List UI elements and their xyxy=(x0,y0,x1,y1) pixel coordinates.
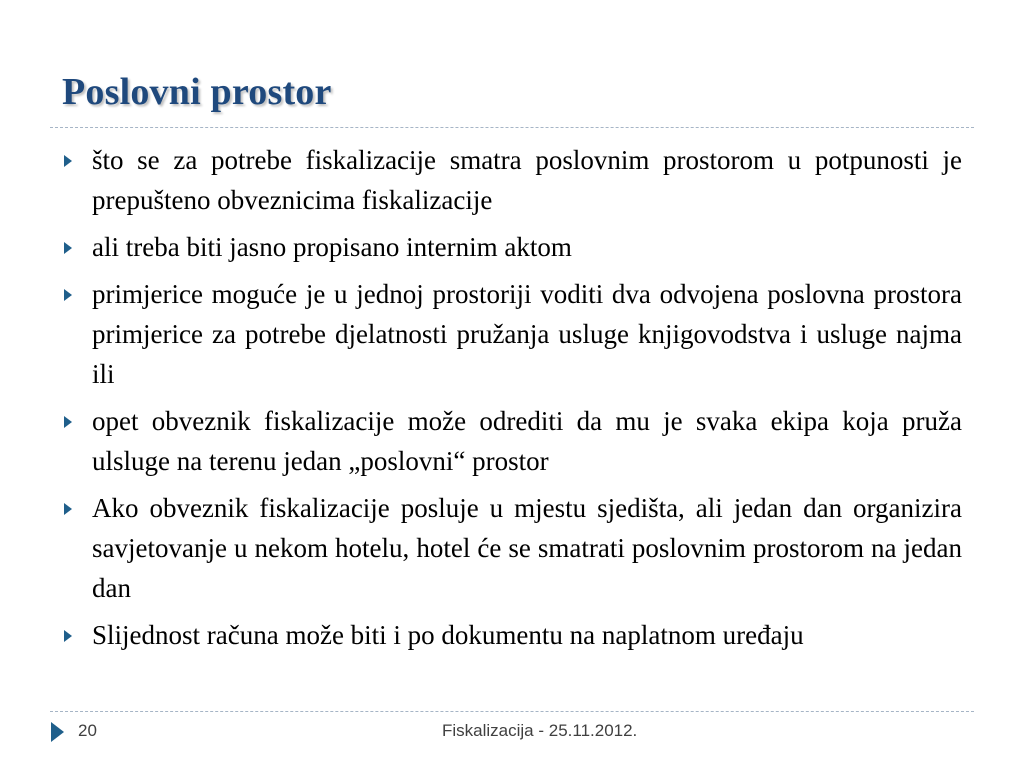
bullet-item xyxy=(62,227,962,267)
bullet-triangle-icon xyxy=(64,155,72,167)
bullet-text: Slijednost računa može biti i po dokumentu na naplatnom uređaju xyxy=(92,620,804,650)
bullet-list xyxy=(62,140,962,662)
bullet-text: Ako obveznik fiskalizacije posluje u mjestu sjedišta, ali jedan dan organizira savjetovanje u nekom hotelu, hotel će se smatrati poslovnim prostorom na jedan dan xyxy=(92,493,962,603)
footer-triangle-icon xyxy=(51,722,64,742)
bullet-item xyxy=(62,140,962,220)
bullet-triangle-icon xyxy=(64,289,72,301)
page-number: 20 xyxy=(78,721,97,740)
bullet-text: opet obveznik fiskalizacije može odrediti da mu je svaka ekipa koja pruža ulsluge na terenu jedan „poslovni“ prostor xyxy=(92,406,962,476)
bullet-triangle-icon xyxy=(64,242,72,254)
bullet-item xyxy=(62,401,962,481)
footer-divider xyxy=(50,711,974,712)
bullet-item xyxy=(62,615,962,655)
bullet-item xyxy=(62,274,962,394)
footer-text: Fiskalizacija - 25.11.2012. xyxy=(442,721,638,740)
bullet-text: što se za potrebe fiskalizacije smatra poslovnim prostorom u potpunosti je prepušteno obveznicima fiskalizacije xyxy=(92,145,962,215)
bullet-text: primjerice moguće je u jednoj prostoriji voditi dva odvojena poslovna prostora primjerice za potrebe djelatnosti pružanja usluge knjigovodstva i usluge najma ili xyxy=(92,279,962,389)
title-divider xyxy=(50,127,974,128)
slide-title: Poslovni prostor xyxy=(62,71,332,113)
bullet-triangle-icon xyxy=(64,503,72,515)
bullet-triangle-icon xyxy=(64,630,72,642)
bullet-text: ali treba biti jasno propisano internim aktom xyxy=(92,232,572,262)
bullet-triangle-icon xyxy=(64,416,72,428)
bullet-item xyxy=(62,488,962,608)
